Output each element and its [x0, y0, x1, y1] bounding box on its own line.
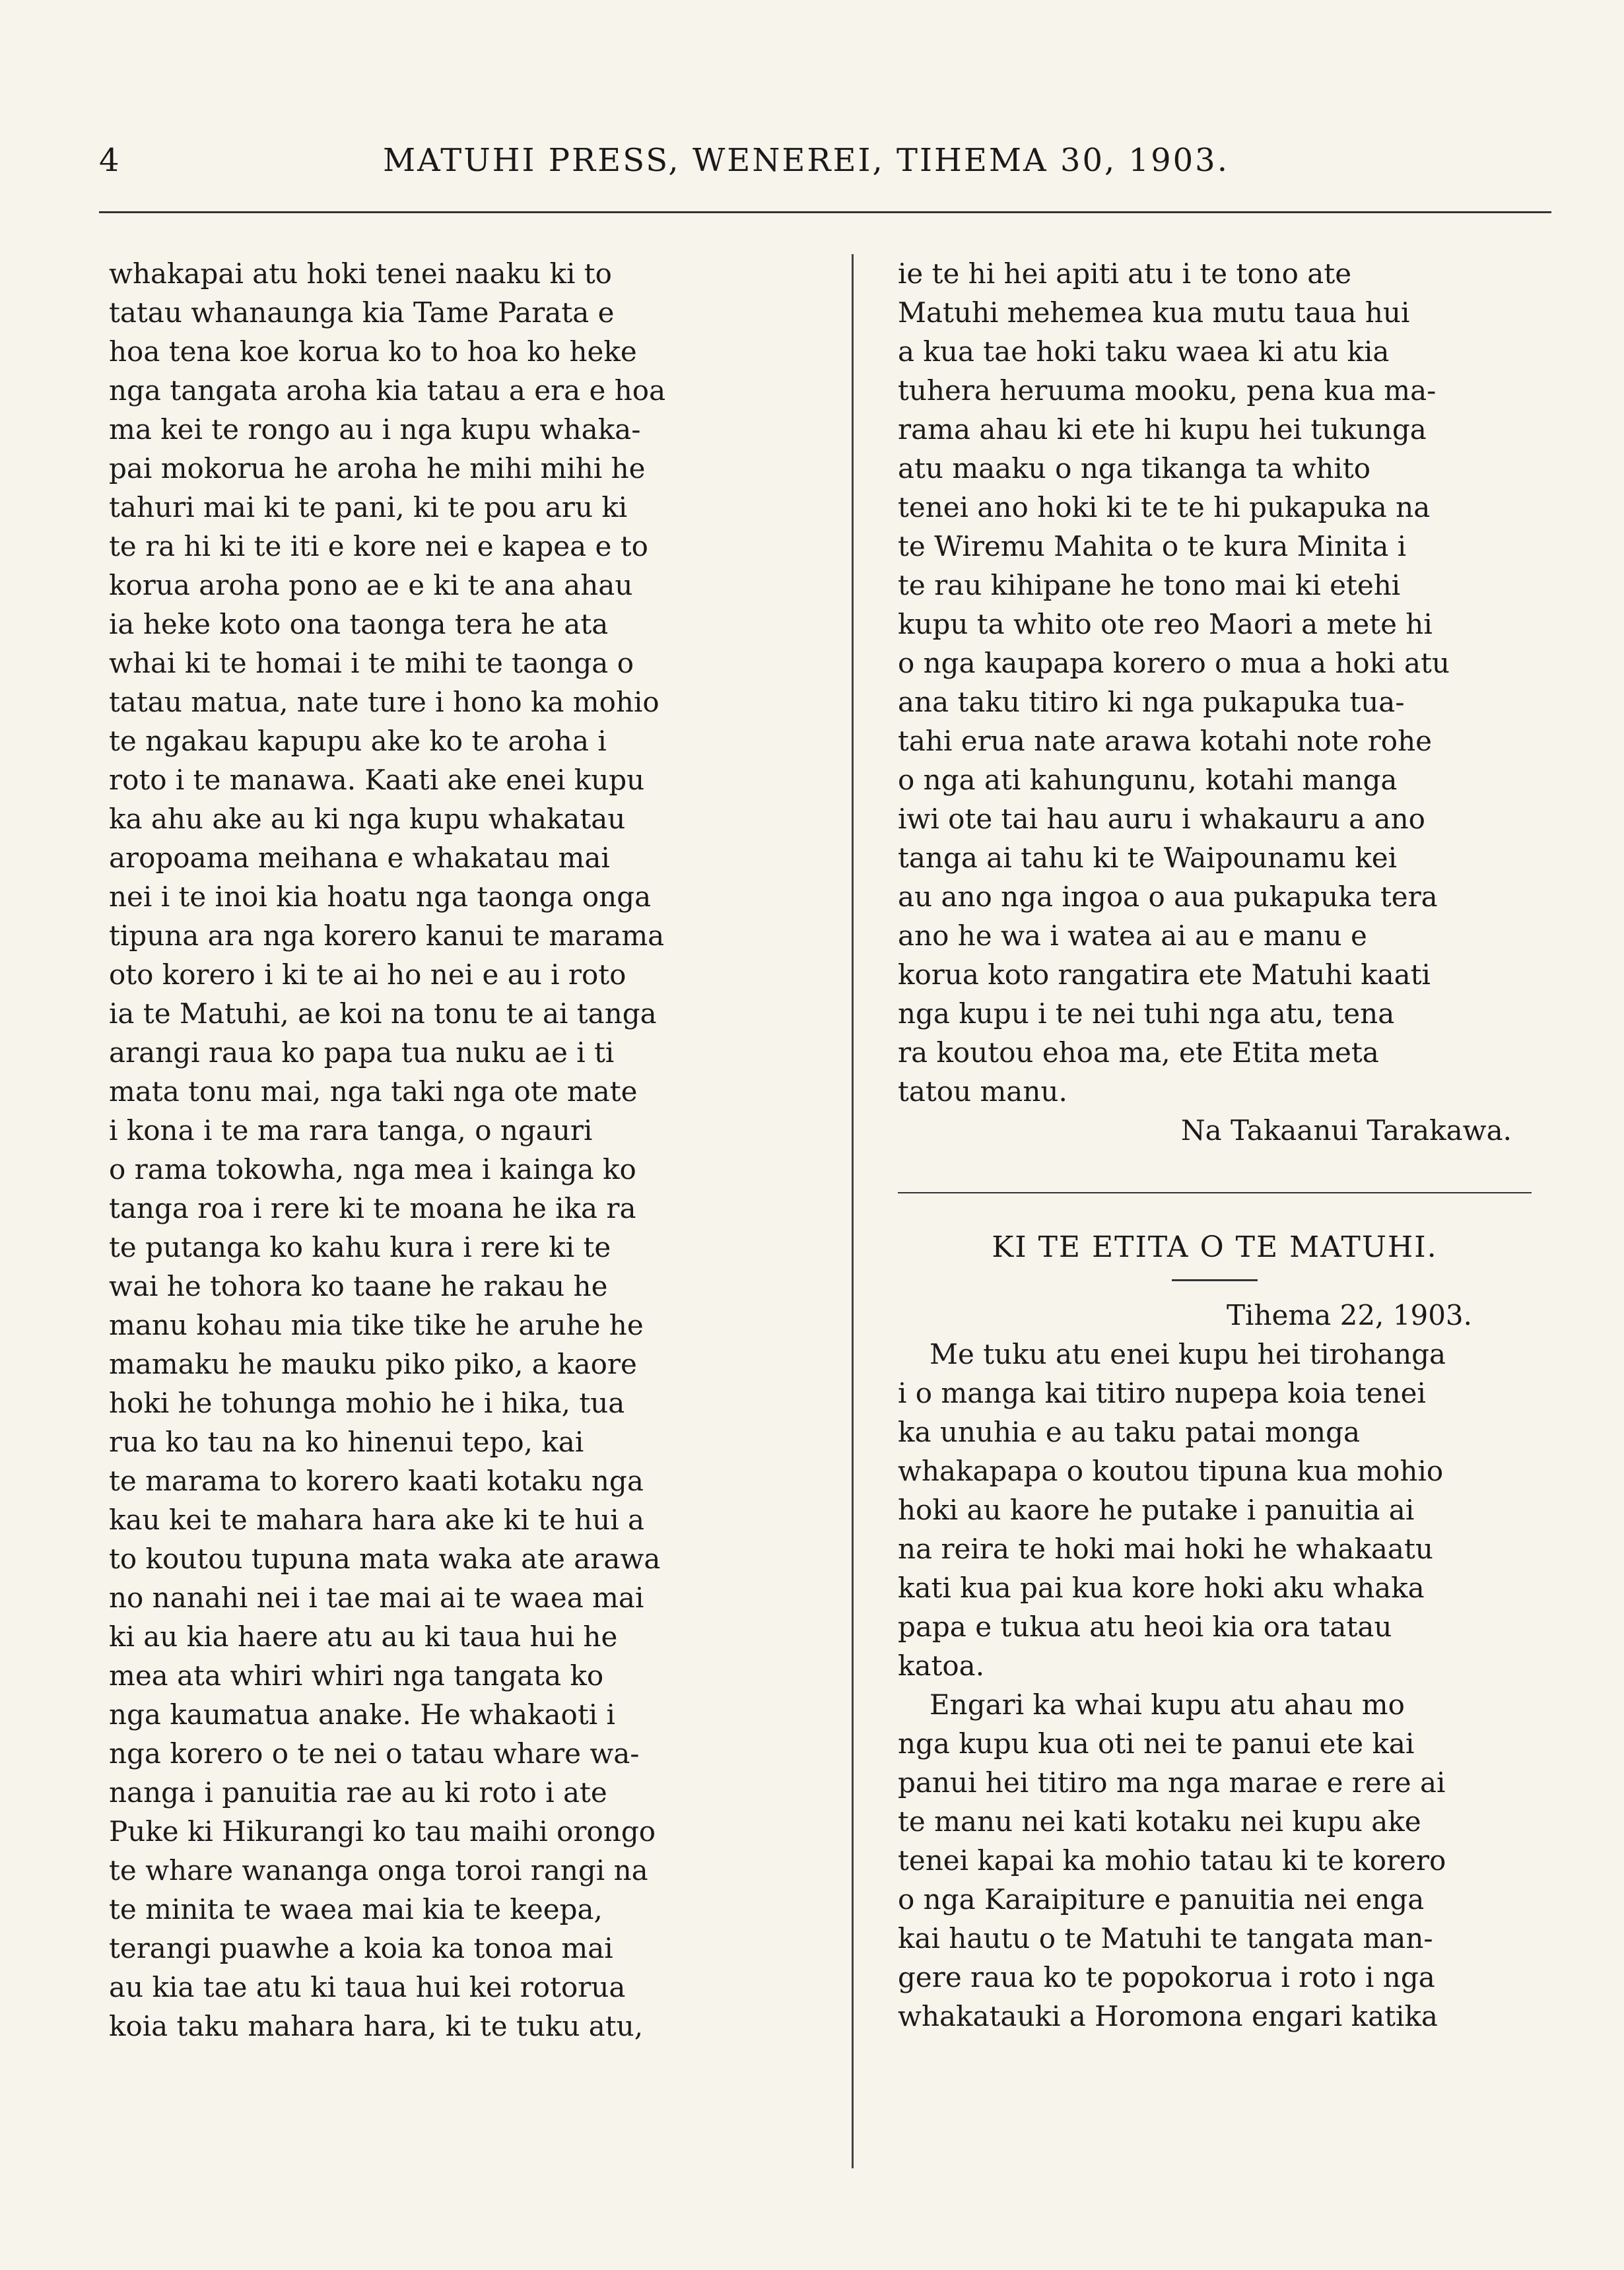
text-line: tatau matua, nate ture i hono ka mohio	[109, 686, 660, 718]
page-header	[99, 142, 1551, 195]
left-column	[109, 254, 802, 2046]
text-line: ma kei te rongo au i nga kupu whaka-	[109, 413, 641, 446]
text-line: tatou manu.	[898, 1075, 1067, 1108]
text-line: tanga roa i rere ki te moana he ika ra	[109, 1192, 636, 1224]
text-line: i kona i te ma rara tanga, o ngauri	[109, 1114, 593, 1147]
section-rule	[898, 1192, 1532, 1193]
text-line: au kia tae atu ki taua hui kei rotorua	[109, 1971, 626, 2003]
text-line: te ra hi ki te iti e kore nei e kapea e to	[109, 530, 648, 562]
text-line: nga kaumatua anake. He whakaoti i	[109, 1698, 615, 1731]
text-line: o rama tokowha, nga mea i kainga ko	[109, 1153, 636, 1185]
text-line: papa e tukua atu heoi kia ora tatau	[898, 1611, 1392, 1643]
letter-takaanui	[898, 254, 1532, 1111]
text-line: tahi erua nate arawa kotahi note rohe	[898, 725, 1432, 757]
text-line: kati kua pai kua kore hoki aku whaka	[898, 1572, 1425, 1604]
text-line: mamaku he mauku piko piko, a kaore	[109, 1348, 637, 1380]
text-line: te marama to korero kaati kotaku nga	[109, 1465, 644, 1497]
text-line: te minita te waea mai kia te keepa,	[109, 1893, 603, 1925]
text-line: te rau kihipane he tono mai ki etehi	[898, 569, 1401, 601]
letter-paragraph-1	[898, 1335, 1532, 1685]
text-line: korua koto rangatira ete Matuhi kaati	[898, 958, 1431, 991]
text-line: tanga ai tahu ki te Waipounamu kei	[898, 842, 1398, 874]
text-line: tatau whanaunga kia Tame Parata e	[109, 296, 615, 329]
text-line: ano he wa i watea ai au e manu e	[898, 919, 1367, 952]
text-line: kupu ta whito ote reo Maori a mete hi	[898, 608, 1433, 640]
column-divider	[852, 254, 854, 2168]
text-line: iwi ote tai hau auru i whakauru a ano	[898, 803, 1425, 835]
text-line: tahuri mai ki te pani, ki te pou aru ki	[109, 491, 628, 523]
text-line: nga kupu i te nei tuhi nga atu, tena	[898, 997, 1395, 1030]
text-line: Engari ka whai kupu atu ahau mo	[930, 1688, 1405, 1721]
text-line: ia te Matuhi, ae koi na tonu te ai tanga	[109, 997, 657, 1030]
letter-paragraph-2	[898, 1685, 1532, 2036]
masthead: MATUHI PRESS, WENEREI, TIHEMA 30, 1903.	[383, 142, 1229, 179]
text-line: te whare wananga onga toroi rangi na	[109, 1854, 648, 1886]
text-line: te manu nei kati kotaku nei kupu ake	[898, 1805, 1421, 1838]
text-line: aropoama meihana e whakatau mai	[109, 842, 610, 874]
text-line: Matuhi mehemea kua mutu taua hui	[898, 296, 1410, 329]
text-line: no nanahi nei i tae mai ai te waea mai	[109, 1582, 644, 1614]
text-line: whakatauki a Horomona engari katika	[898, 2000, 1438, 2032]
text-line: tipuna ara nga korero kanui te marama	[109, 919, 665, 952]
text-line: i o manga kai titiro nupepa koia tenei	[898, 1377, 1426, 1409]
text-line: ana taku titiro ki nga pukapuka tua-	[898, 686, 1405, 718]
text-line: korua aroha pono ae e ki te ana ahau	[109, 569, 633, 601]
text-line: mata tonu mai, nga taki nga ote mate	[109, 1075, 638, 1108]
text-line: whai ki te homai i te mihi te taonga o	[109, 647, 634, 679]
text-line: katoa.	[898, 1650, 985, 1682]
text-line: wai he tohora ko taane he rakau he	[109, 1270, 608, 1302]
text-line: Me tuku atu enei kupu hei tirohanga	[930, 1338, 1446, 1370]
text-line: Puke ki Hikurangi ko tau maihi orongo	[109, 1815, 656, 1848]
text-line: o nga Karaipiture e panuitia nei enga	[898, 1883, 1425, 1916]
text-line: roto i te manawa. Kaati ake enei kupu	[109, 764, 645, 796]
text-line: na reira te hoki mai hoki he whakaatu	[898, 1533, 1433, 1565]
section-heading: KI TE ETITA O TE MATUHI.	[992, 1230, 1438, 1264]
text-line: te ngakau kapupu ake ko te aroha i	[109, 725, 607, 757]
text-line: manu kohau mia tike tike he aruhe he	[109, 1309, 644, 1341]
header-rule	[99, 211, 1551, 213]
text-line: nei i te inoi kia hoatu nga taonga onga	[109, 881, 652, 913]
text-line: oto korero i ki te ai ho nei e au i roto	[109, 958, 626, 991]
text-line: koia taku mahara hara, ki te tuku atu,	[109, 2010, 644, 2042]
text-line: mea ata whiri whiri nga tangata ko	[109, 1659, 604, 1692]
text-line: hoki au kaore he putake i panuitia ai	[898, 1494, 1415, 1526]
text-line: rua ko tau na ko hinenui tepo, kai	[109, 1426, 584, 1458]
text-line: kai hautu o te Matuhi te tangata man-	[898, 1922, 1433, 1954]
text-line: hoki he tohunga mohio he i hika, tua	[109, 1387, 625, 1419]
text-line: pai mokorua he aroha he mihi mihi he	[109, 452, 646, 484]
dateline: Tihema 22, 1903.	[1227, 1299, 1472, 1331]
text-line: ka ahu ake au ki nga kupu whakatau	[109, 803, 626, 835]
text-line: nanga i panuitia rae au ki roto i ate	[109, 1776, 607, 1809]
text-line: kau kei te mahara hara ake ki te hui a	[109, 1504, 644, 1536]
heading-rule	[1172, 1279, 1258, 1281]
text-line: gere raua ko te popokorua i roto i nga	[898, 1961, 1435, 1993]
text-line: o nga ati kahungunu, kotahi manga	[898, 764, 1398, 796]
text-line: au ano nga ingoa o aua pukapuka tera	[898, 881, 1438, 913]
text-line: ka unuhia e au taku patai monga	[898, 1416, 1360, 1448]
text-line: ie te hi hei apiti atu i te tono ate	[898, 257, 1352, 290]
text-line: nga tangata aroha kia tatau a era e hoa	[109, 374, 666, 407]
text-line: tenei ano hoki ki te te hi pukapuka na	[898, 491, 1431, 523]
text-line: nga kupu kua oti nei te panui ete kai	[898, 1727, 1415, 1760]
signature: Na Takaanui Tarakawa.	[1180, 1114, 1512, 1147]
page-number: 4	[99, 142, 119, 179]
text-line: panui hei titiro ma nga marae e rere ai	[898, 1766, 1446, 1799]
text-line: to koutou tupuna mata waka ate arawa	[109, 1543, 661, 1575]
text-line: ra koutou ehoa ma, ete Etita meta	[898, 1036, 1379, 1069]
text-line: arangi raua ko papa tua nuku ae i ti	[109, 1036, 615, 1069]
text-line: nga korero o te nei o tatau whare wa-	[109, 1737, 640, 1770]
text-line: te putanga ko kahu kura i rere ki te	[109, 1231, 611, 1263]
text-line: tenei kapai ka mohio tatau ki te korero	[898, 1844, 1446, 1877]
text-line: terangi puawhe a koia ka tonoa mai	[109, 1932, 613, 1964]
text-line: tuhera heruuma mooku, pena kua ma-	[898, 374, 1437, 407]
text-line: ki au kia haere atu au ki taua hui he	[109, 1620, 618, 1653]
text-line: te Wiremu Mahita o te kura Minita i	[898, 530, 1407, 562]
text-line: whakapai atu hoki tenei naaku ki to	[109, 257, 612, 290]
text-line: a kua tae hoki taku waea ki atu kia	[898, 335, 1390, 368]
text-line: whakapapa o koutou tipuna kua mohio	[898, 1455, 1444, 1487]
text-line: ia heke koto ona taonga tera he ata	[109, 608, 609, 640]
text-line: hoa tena koe korua ko to hoa ko heke	[109, 335, 637, 368]
text-line: o nga kaupapa korero o mua a hoki atu	[898, 647, 1450, 679]
right-column	[898, 254, 1532, 2036]
text-line: rama ahau ki ete hi kupu hei tukunga	[898, 413, 1427, 446]
text-line: atu maaku o nga tikanga ta whito	[898, 452, 1371, 484]
